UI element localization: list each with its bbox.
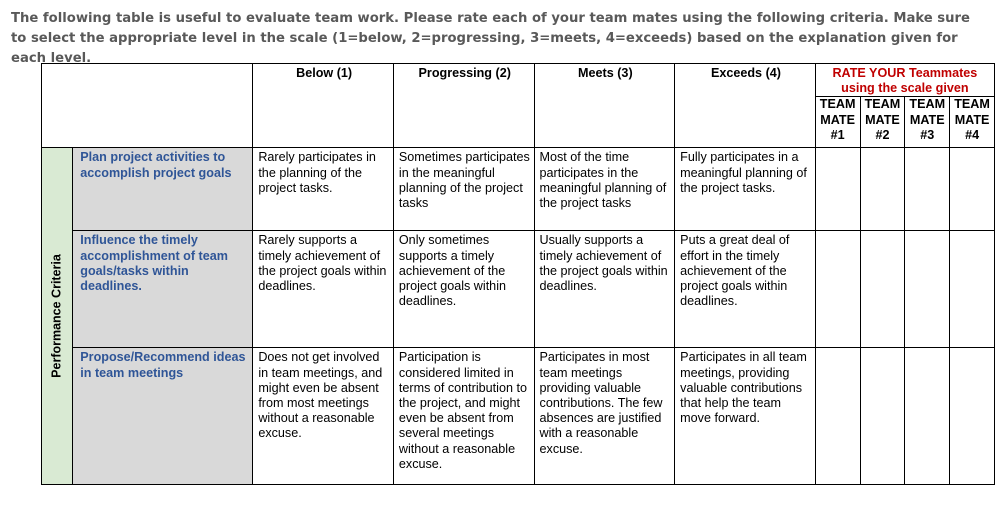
- propose-exceeds: Participates in all team meetings, providing valuable contributions that help the team move forward.: [675, 348, 816, 485]
- rating-cell-plan-mate-1[interactable]: [815, 148, 860, 231]
- teammate-4-header: TEAM MATE #4: [950, 97, 995, 148]
- rating-cell-plan-mate-3[interactable]: [905, 148, 950, 231]
- rubric-table: [41, 63, 995, 485]
- influence-progressing: Only sometimes supports a timely achievement of the project goals within deadlines.: [393, 231, 534, 348]
- rating-cell-influence-mate-3[interactable]: [905, 231, 950, 348]
- teammate-3-header: TEAM MATE #3: [905, 97, 950, 148]
- teammate-2-header: TEAM MATE #2: [860, 97, 905, 148]
- rating-cell-plan-mate-4[interactable]: [950, 148, 995, 231]
- rating-cell-propose-mate-4[interactable]: [950, 348, 995, 485]
- criterion-influence: Influence the timely accomplishment of team goals/tasks within deadlines.: [73, 231, 253, 348]
- influence-meets: Usually supports a timely achievement of the project goals within deadlines.: [534, 231, 675, 348]
- level-header-below: Below (1): [253, 64, 394, 148]
- criterion-plan: Plan project activities to accomplish project goals: [73, 148, 253, 231]
- header-corner: [42, 64, 253, 148]
- level-header-progressing: Progressing (2): [393, 64, 534, 148]
- teammate-1-header: TEAM MATE #1: [815, 97, 860, 148]
- criterion-row-propose: [42, 348, 995, 485]
- plan-exceeds: Fully participates in a meaningful planning of the project tasks.: [675, 148, 816, 231]
- level-header-meets: Meets (3): [534, 64, 675, 148]
- influence-below: Rarely supports a timely achievement of the project goals within deadlines.: [253, 231, 394, 348]
- plan-meets: Most of the time participates in the meaningful planning of the project tasks: [534, 148, 675, 231]
- rating-cell-plan-mate-2[interactable]: [860, 148, 905, 231]
- instructions-text: The following table is useful to evaluate team work. Please rate each of your team mates using the following criteria. Make sure to select the appropriate level in the scale (1=below, 2=progressing, 3=meets, 4=exceeds) based on the explanation given for each level.: [11, 11, 970, 66]
- rating-cell-propose-mate-1[interactable]: [815, 348, 860, 485]
- plan-below: Rarely participates in the planning of the project tasks.: [253, 148, 394, 231]
- rating-cell-influence-mate-4[interactable]: [950, 231, 995, 348]
- influence-exceeds: Puts a great deal of effort in the timely achievement of the project goals within deadlines.: [675, 231, 816, 348]
- criterion-row-influence: [42, 231, 995, 348]
- rating-cell-propose-mate-3[interactable]: [905, 348, 950, 485]
- propose-meets: Participates in most team meetings providing valuable contributions. The few absences are justified with a reasonable excuse.: [534, 348, 675, 485]
- rating-cell-propose-mate-2[interactable]: [860, 348, 905, 485]
- criterion-row-plan: [42, 148, 995, 231]
- plan-progressing: Sometimes participates in the meaningful planning of the project tasks: [393, 148, 534, 231]
- header-row-1: [42, 64, 995, 97]
- criterion-propose: Propose/Recommend ideas in team meetings: [73, 348, 253, 485]
- level-header-exceeds: Exceeds (4): [675, 64, 816, 148]
- performance-criteria-label: Performance Criteria: [42, 148, 73, 485]
- propose-below: Does not get involved in team meetings, and might even be absent from most meetings without a reasonable excuse.: [253, 348, 394, 485]
- propose-progressing: Participation is considered limited in terms of contribution to the project, and might even be absent from several meetings without a reasonable excuse.: [393, 348, 534, 485]
- rate-teammates-header: RATE YOUR Teammates using the scale given: [815, 64, 994, 97]
- rating-cell-influence-mate-1[interactable]: [815, 231, 860, 348]
- rating-cell-influence-mate-2[interactable]: [860, 231, 905, 348]
